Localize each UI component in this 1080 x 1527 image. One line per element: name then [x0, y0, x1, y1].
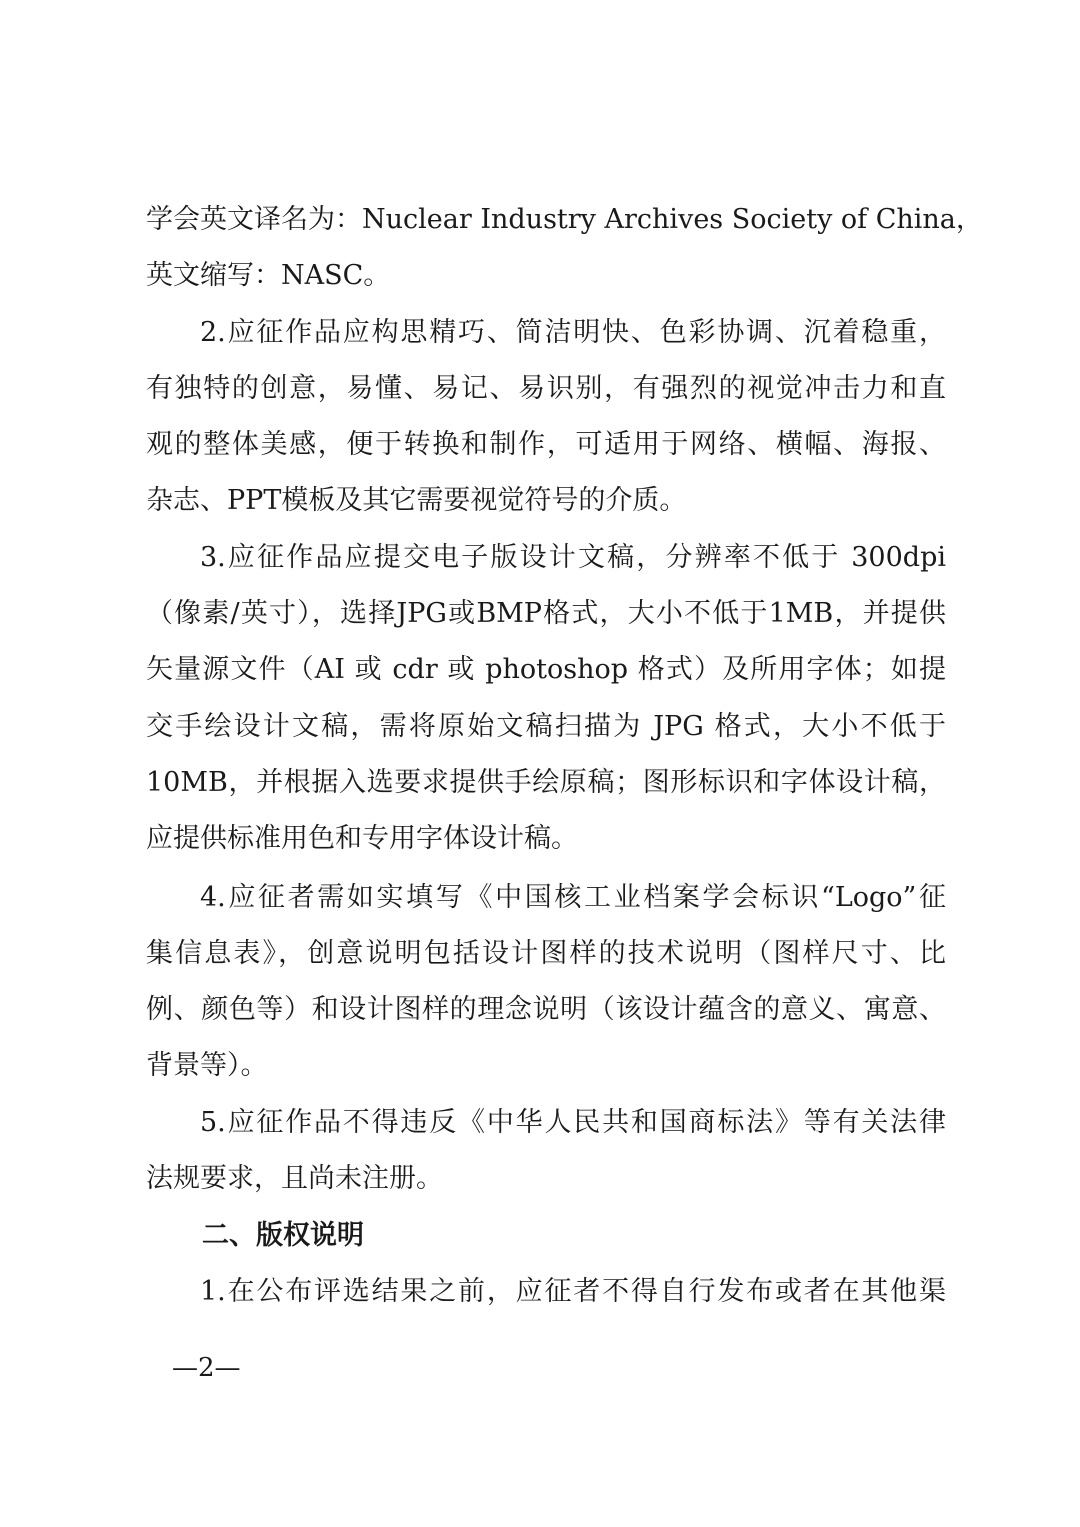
paragraph-4-line-1: 4.应征者需如实填写《中国核工业档案学会标识“Logo”征 — [200, 882, 946, 913]
paragraph-2-line-1: 2.应征作品应构思精巧、简洁明快、色彩协调、沉着稳重， — [200, 317, 946, 348]
page-number: —2— — [172, 1353, 241, 1383]
paragraph-5-line-1: 5.应征作品不得违反《中华人民共和国商标法》等有关法律 — [200, 1107, 946, 1138]
paragraph-1-line-2: 英文缩写：NASC。 — [146, 260, 391, 291]
paragraph-3-line-5: 10MB，并根据入选要求提供手绘原稿；图形标识和字体设计稿， — [146, 767, 946, 798]
paragraph-4-line-4: 背景等）。 — [146, 1050, 268, 1081]
paragraph-3-line-6: 应提供标准用色和专用字体设计稿。 — [146, 823, 578, 854]
paragraph-3-line-3: 矢量源文件（AI 或 cdr 或 photoshop 格式）及所用字体；如提 — [146, 654, 946, 685]
paragraph-2-line-3: 观的整体美感，便于转换和制作，可适用于网络、横幅、海报、 — [146, 429, 946, 460]
paragraph-1-line-1: 学会英文译名为：Nuclear Industry Archives Society of China， — [146, 204, 983, 235]
copyright-paragraph-1-line-1: 1.在公布评选结果之前，应征者不得自行发布或者在其他渠 — [200, 1276, 946, 1307]
paragraph-3-line-1: 3.应征作品应提交电子版设计文稿，分辨率不低于 300dpi — [200, 542, 946, 573]
paragraph-2-line-4: 杂志、PPT模板及其它需要视觉符号的介质。 — [146, 485, 687, 516]
paragraph-2-line-2: 有独特的创意，易懂、易记、易识别，有强烈的视觉冲击力和直 — [146, 373, 946, 404]
paragraph-4-line-3: 例、颜色等）和设计图样的理念说明（该设计蕴含的意义、寓意、 — [146, 994, 946, 1025]
section-heading-copyright: 二、版权说明 — [202, 1220, 364, 1251]
paragraph-4-line-2: 集信息表》，创意说明包括设计图样的技术说明（图样尺寸、比 — [146, 938, 946, 969]
paragraph-5-line-2: 法规要求，且尚未注册。 — [146, 1163, 443, 1194]
paragraph-3-line-4: 交手绘设计文稿，需将原始文稿扫描为 JPG 格式，大小不低于 — [146, 711, 946, 742]
paragraph-3-line-2: （像素/英寸），选择JPG或BMP格式，大小不低于1MB，并提供 — [146, 598, 946, 629]
